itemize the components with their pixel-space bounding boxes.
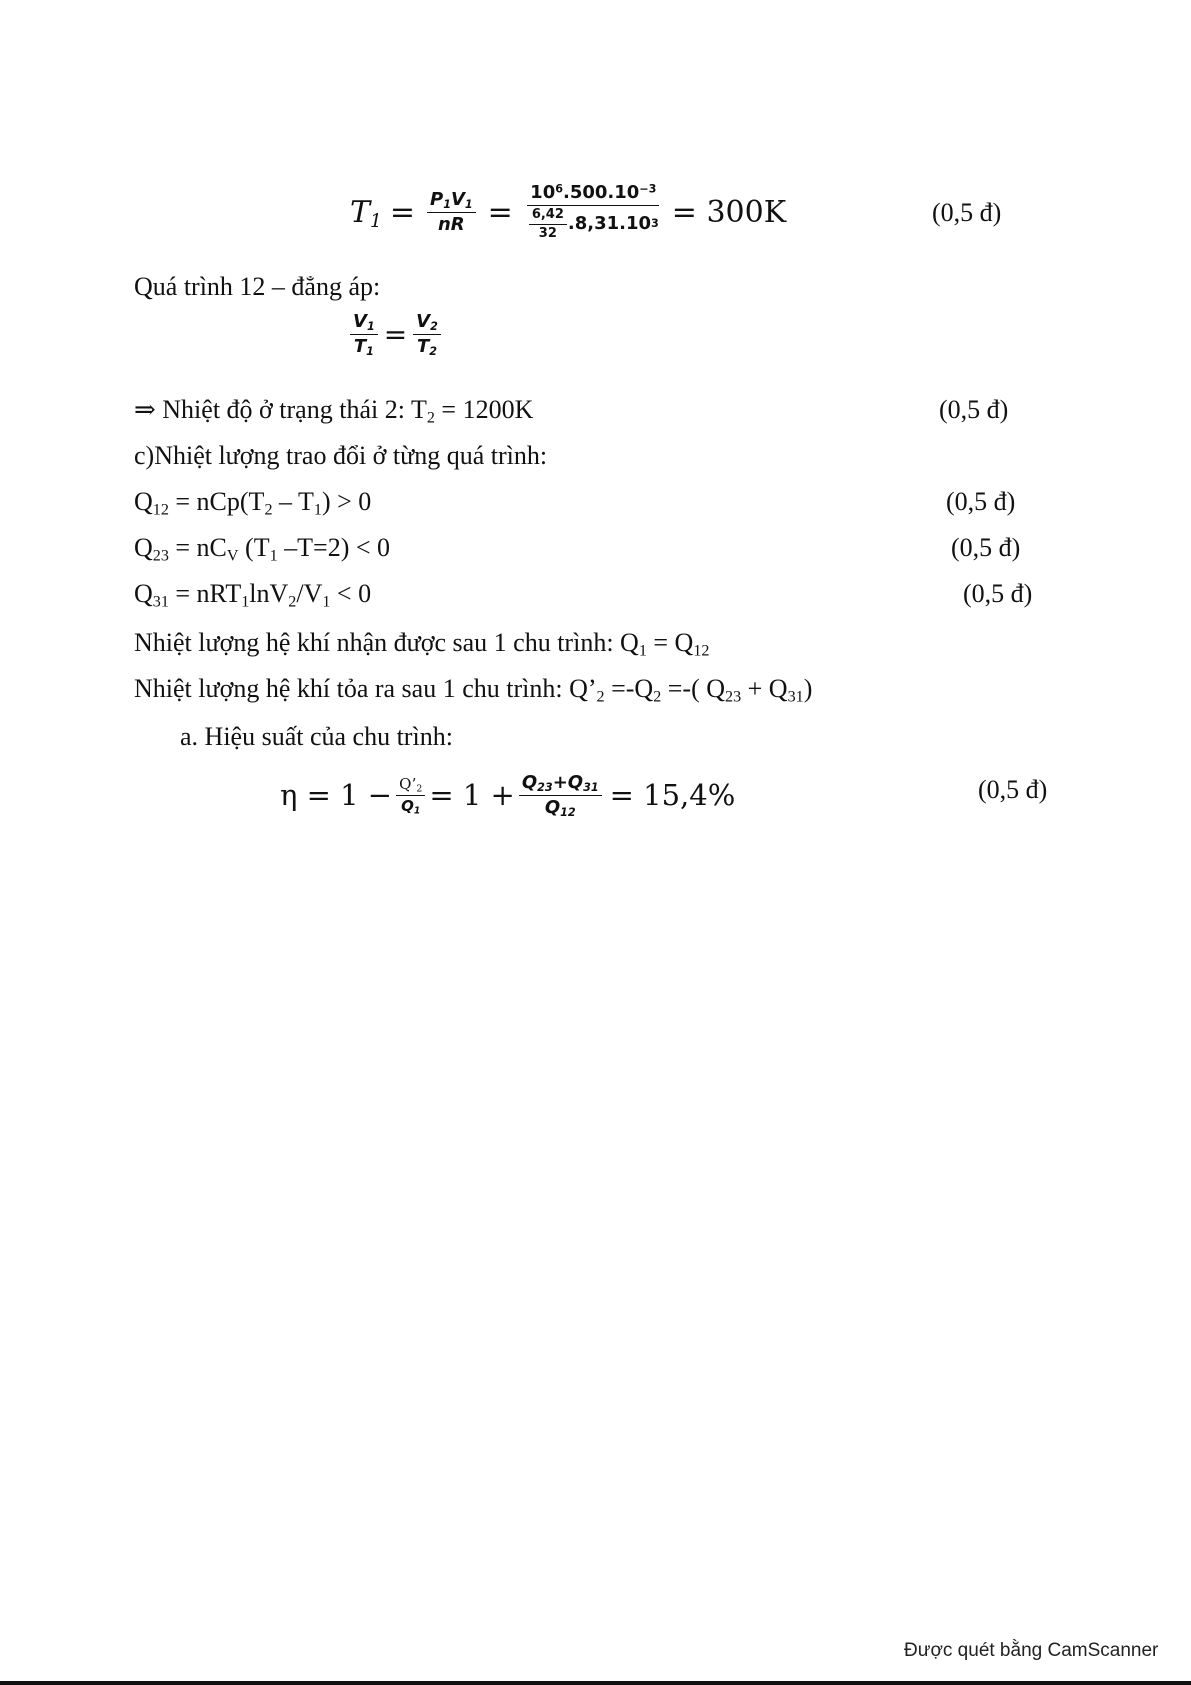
frac-q2-q1: $\frac{Q’_2}{Q_1}$	[396, 776, 425, 814]
equation-v-over-t: $\frac{V_1}{T_1}$ = $\frac{V_2}{T_2}$	[346, 312, 445, 357]
released-heat-line: Nhiệt lượng hệ khí tỏa ra sau 1 chu trình: $Q’_2 =-Q_2$ =-( $Q_{23} + Q_{31}$)	[134, 674, 813, 706]
temp-state-2: ⇒ Nhiệt độ ở trạng thái 2: $T_2 = 1200K$	[134, 395, 534, 427]
eq1-lhs: $T_1$	[350, 194, 382, 232]
frac-q23-q31-over-q12: $\frac{Q_{23}+Q_{31}}{Q_{12}}$	[519, 773, 602, 818]
q31-score: (0,5 đ)	[963, 579, 1033, 608]
q23-score: (0,5 đ)	[951, 533, 1021, 562]
temp2-score: (0,5 đ)	[939, 395, 1009, 424]
efficiency-equation: η = 1 − $\frac{Q’_2}{Q_1}$ = 1 + $\frac{Q_{23}+Q_{31}}{Q_{12}}$ = 15,4%	[280, 771, 736, 819]
bottom-border	[0, 1681, 1191, 1685]
frac-v2-t2: $\frac{V_2}{T_2}$	[413, 312, 441, 357]
eq1-fraction-pv-nr: $\frac{P_1V_1}{nR}$	[427, 190, 476, 235]
process12-title: Quá trình 12 – đẳng áp:	[134, 272, 381, 301]
eq1-fraction-values: $10^6.500.10^{-3}$ $\frac{6,42}{32}$ .8,31.10 3	[525, 183, 662, 241]
q23-line: $Q_{23} = nC_V$ ($T_1$ –T=2) < 0	[134, 533, 391, 565]
frac-v1-t1: $\frac{V_1}{T_1}$	[350, 312, 378, 357]
camscanner-watermark: Được quét bằng CamScanner	[904, 1640, 1159, 1661]
efficiency-score: (0,5 đ)	[978, 775, 1048, 804]
eq1-score: (0,5 đ)	[932, 198, 1002, 227]
q31-line: $Q_{31} = nRT_1\ln V_2/V_1 < 0$	[134, 579, 372, 611]
received-heat-line: Nhiệt lượng hệ khí nhận được sau 1 chu trình: $Q_1 = Q_{12}$	[134, 628, 710, 660]
section-c-heading: c)Nhiệt lượng trao đổi ở từng quá trình:	[134, 441, 548, 470]
q12-score: (0,5 đ)	[946, 487, 1016, 516]
q12-line: $Q_{12} = nCp(T_2 - T_1) > 0$	[134, 487, 372, 519]
equation-t1: $T_1$ = $\frac{P_1V_1}{nR}$ = $10^6.500.10^{-3}$ $\frac{6,42}{32}$ .8,31.10 3 = 300K	[350, 181, 787, 241]
efficiency-label: a. Hiệu suất của chu trình:	[180, 722, 453, 751]
